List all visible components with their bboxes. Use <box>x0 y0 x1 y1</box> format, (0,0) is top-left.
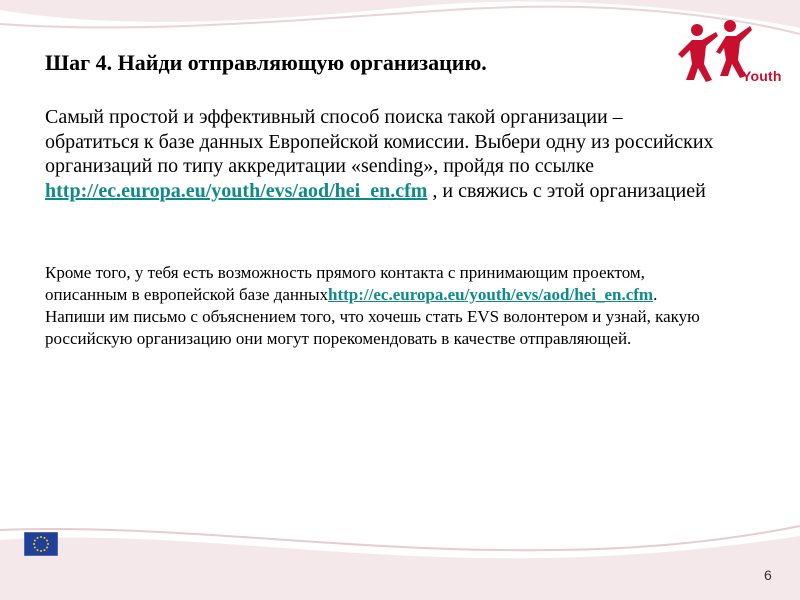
paragraph-1-text-after: , и свяжись с этой организацией <box>427 179 706 202</box>
eu-flag-icon <box>24 532 58 556</box>
paragraph-2-text-after: . Напиши им письмо с объяснением того, что хочешь стать EVS волонтером и узнай, какую российскую организацию они могут порекомендовать в качестве отправляющей. <box>45 285 700 348</box>
paragraph-1-text-before: Самый простой и эффективный способ поиска такой организации – обратиться к базе данных Европейской комиссии. Выбери одну из российских организаций по типу аккредитации «sending», пройдя по ссылке <box>45 106 714 177</box>
database-link-2[interactable]: http://ec.europa.eu/youth/evs/aod/hei_en.cfm <box>328 285 654 304</box>
page-number: 6 <box>764 567 772 583</box>
paragraph-2 <box>45 262 705 350</box>
bottom-wave-decoration <box>0 500 800 600</box>
paragraph-2-text-before: Кроме того, у тебя есть возможность прямого контакта с принимающим проектом, описанным в европейской базе данных <box>45 263 645 304</box>
logo-text: Youth <box>742 68 782 84</box>
database-link[interactable]: http://ec.europa.eu/youth/evs/aod/hei_en.cfm <box>45 179 428 202</box>
paragraph-1 <box>45 105 715 203</box>
slide-title: Шаг 4. Найди отправляющую организацию. <box>45 50 487 75</box>
